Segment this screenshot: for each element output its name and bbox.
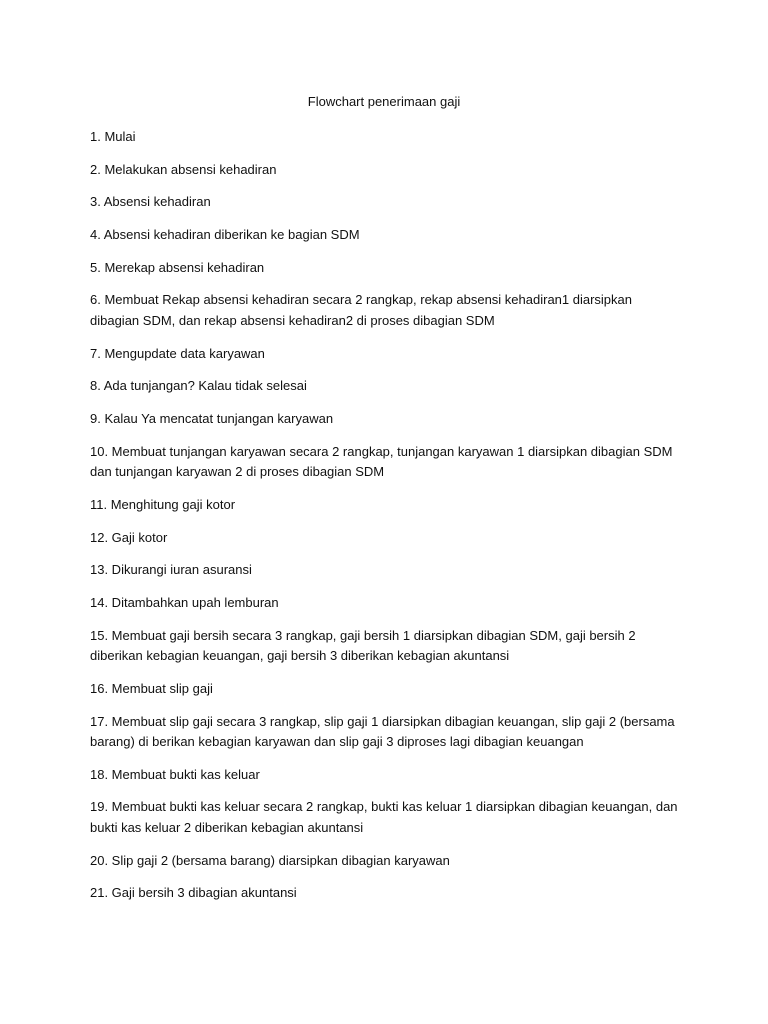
step-item: 15. Membuat gaji bersih secara 3 rangkap, gaji bersih 1 diarsipkan dibagian SDM, gaji bersih 2 diberikan kebagian keuangan, gaji bersih 3 diberikan kebagian akuntansi	[90, 627, 636, 664]
step-item: 18. Membuat bukti kas keluar	[90, 766, 260, 782]
step-item: 11. Menghitung gaji kotor	[90, 496, 236, 512]
step-item: 13. Dikurangi iuran asuransi	[90, 562, 252, 578]
step-item: 4. Absensi kehadiran diberikan ke bagian SDM	[90, 227, 360, 243]
step-item: 9. Kalau Ya mencatat tunjangan karyawan	[90, 411, 334, 426]
step-item: 21. Gaji bersih 3 dibagian akuntansi	[90, 885, 297, 901]
steps-list	[90, 127, 680, 916]
step-item: 2. Melakukan absensi kehadiran	[90, 161, 277, 177]
step-item: 14. Ditambahkan upah lemburan	[90, 594, 279, 610]
step-item: 3. Absensi kehadiran	[90, 194, 211, 210]
step-item: 16. Membuat slip gaji	[90, 680, 213, 696]
step-item: 8. Ada tunjangan? Kalau tidak selesai	[90, 378, 307, 394]
step-item: 10. Membuat tunjangan karyawan secara 2 rangkap, tunjangan karyawan 1 diarsipkan dibagian SDM dan tunjangan karyawan 2 di proses dibagian SDM	[90, 443, 673, 480]
step-item: 19. Membuat bukti kas keluar secara 2 rangkap, bukti kas keluar 1 diarsipkan dibagian keuangan, dan bukti kas keluar 2 diberikan kebagian akuntansi	[90, 799, 678, 835]
step-item: 12. Gaji kotor	[90, 529, 168, 545]
step-item: 20. Slip gaji 2 (bersama barang) diarsipkan dibagian karyawan	[90, 852, 450, 868]
step-item: 6. Membuat Rekap absensi kehadiran secara 2 rangkap, rekap absensi kehadiran1 diarsipkan dibagian SDM, dan rekap absensi kehadiran2 di proses dibagian SDM	[90, 292, 632, 328]
step-item: 5. Merekap absensi kehadiran	[90, 259, 265, 275]
document-title: Flowchart penerimaan gaji	[307, 94, 461, 109]
step-item: 1. Mulai	[90, 129, 136, 144]
step-item: 7. Mengupdate data karyawan	[90, 345, 265, 361]
step-item: 17. Membuat slip gaji secara 3 rangkap, slip gaji 1 diarsipkan dibagian keuangan, slip gaji 2 (bersama barang) di berikan kebagian karyawan dan slip gaji 3 diproses lagi dibagian keuangan	[90, 713, 675, 749]
